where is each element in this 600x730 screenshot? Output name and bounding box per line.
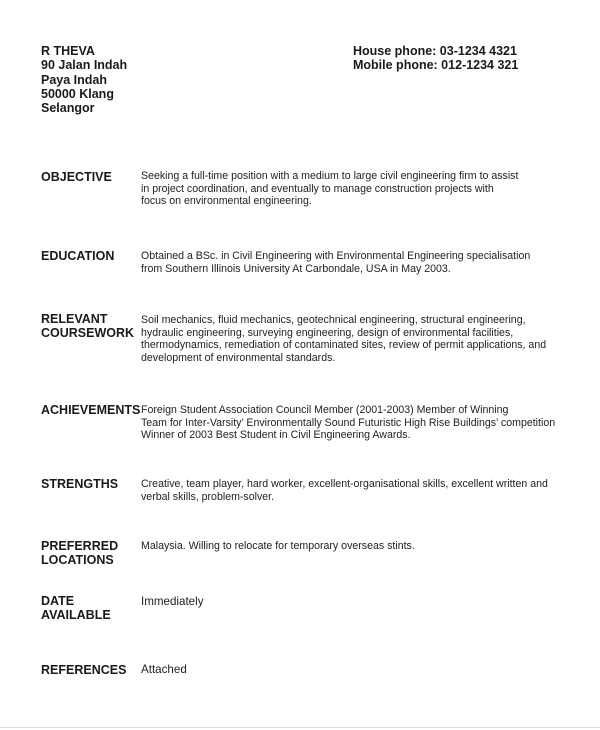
objective-text: Seeking a full-time position with a medium to large civil engineering firm to assist in project coordination, and eventually to manage construction projects with focus on environmental engineering. [141,170,519,208]
candidate-name: R THEVA [41,44,95,58]
achievements-heading: ACHIEVEMENTS [41,403,141,417]
address-line: 50000 Klang [41,86,114,101]
house-phone: House phone: 03-1234 4321 [353,44,517,58]
locations-heading: PREFERRED LOCATIONS [41,539,119,568]
strengths-heading: STRENGTHS [41,477,119,491]
references-heading: REFERENCES [41,663,127,677]
achievements-text: Foreign Student Association Council Member (2001-2003) Member of Winning Team for Inter-Varsity’ Environmentally Sound Futuristic High Rise Buildings’ competition Winner of 2003 Best Student in Civil Engineering Awards. [141,404,556,442]
date-available-heading: DATE AVAILABLE [41,594,111,623]
date-available-text: Immediately [141,595,204,608]
contact-address [41,44,127,115]
mobile-phone: Mobile phone: 012-1234 321 [353,58,519,73]
coursework-text: Soil mechanics, fluid mechanics, geotechnical engineering, structural engineering, hydraulic engineering, surveying engineering, design of environmental facilities, thermodynamics, remediation of contaminated sites, review of permit applications, and development of environmental standards. [141,314,547,364]
education-heading: EDUCATION [41,249,115,263]
education-text: Obtained a BSc. in Civil Engineering with Environmental Engineering specialisation from Southern Illinois University At Carbondale, USA in May 2003. [141,250,531,275]
contact-phones [353,44,518,73]
strengths-text: Creative, team player, hard worker, excellent-organisational skills, excellent written and verbal skills, problem-solver. [141,478,548,503]
address-line: Paya Indah [41,72,107,87]
coursework-heading: RELEVANT COURSEWORK [41,312,135,341]
address-line: 90 Jalan Indah [41,58,128,73]
locations-text: Malaysia. Willing to relocate for temporary overseas stints. [141,540,415,552]
page-bottom-divider [0,727,600,728]
references-text: Attached [141,663,187,676]
address-line: Selangor [41,101,95,116]
objective-heading: OBJECTIVE [41,170,112,184]
